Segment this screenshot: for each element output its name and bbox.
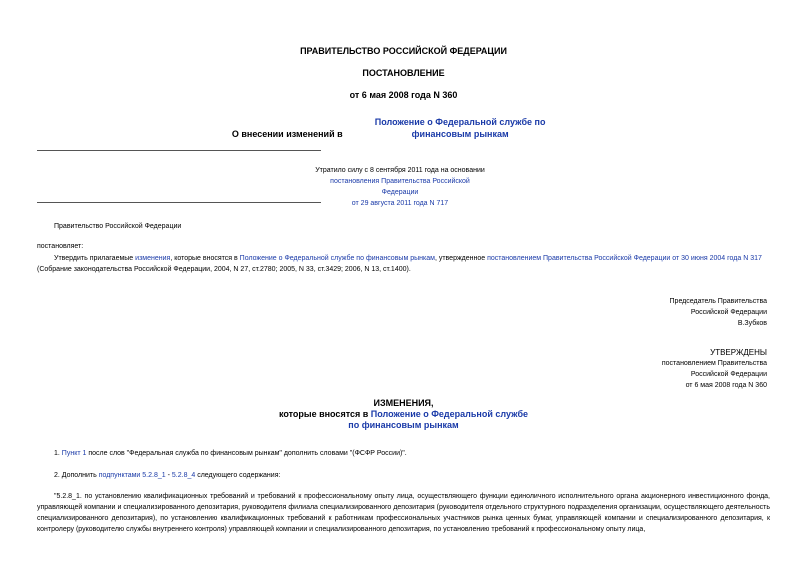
item1-text: после слов "Федеральная служба по финансовым рынкам" дополнить словами "(ФСФР России)". bbox=[86, 450, 407, 457]
doc-type: ПОСТАНОВЛЕНИЕ bbox=[362, 68, 445, 78]
repeal-decree-date-link[interactable]: от 29 августа 2011 года N 717 bbox=[351, 200, 449, 207]
signature-block bbox=[670, 296, 767, 329]
decree-text-a: Утвердить прилагаемые bbox=[54, 255, 136, 262]
decree-paragraph bbox=[37, 253, 770, 275]
change-item-3: "5.2.8_1. по установлению квалификационных требований и требований к профессиональному опыту лица, осуществляющего функции единоличного исполнительного органа акционерного инвестиционного фонда, управляющей компании и специализированного депозитария, руководителя филиала специализированного депозитария (руководителя отдельного структурного подразделения организации, осуществляющего деятельность специализированного депозитария), по установлению квалификационных требований к работникам профессиональных участников рынка ценных бумаг, управляющей компании и специализированного депозитария, к контролеру (руководителю службы внутреннего контроля) управляющей компании и специализированного депозитария, по установлению требований к профессиональному опыту лица, bbox=[37, 493, 770, 533]
regulation-link[interactable]: Положение о Федеральной службе по финансовым рынкам bbox=[374, 117, 546, 139]
decree-text-c: , утвержденное bbox=[434, 255, 488, 262]
separator-bottom bbox=[37, 202, 321, 203]
regulation-body-link[interactable]: Положение о Федеральной службе по финансовым рынкам bbox=[239, 255, 435, 262]
changes-heading bbox=[0, 398, 807, 431]
change-item-1 bbox=[54, 448, 770, 459]
decree-text-b: , которые вносятся в bbox=[170, 255, 240, 262]
doc-title-prefix: О внесении изменений в bbox=[231, 129, 346, 139]
validity-line1: Утратило силу с 8 сентября 2011 года на основании bbox=[315, 167, 485, 174]
change-item-2 bbox=[54, 470, 770, 481]
approved-line2: постановлением Правительства bbox=[661, 360, 767, 367]
doc-date: от 6 мая 2008 года N 360 bbox=[349, 90, 458, 100]
item2-text-a: 2. Дополнить bbox=[54, 472, 99, 479]
signature-line1: Председатель Правительства bbox=[669, 298, 767, 305]
approved-block bbox=[662, 347, 767, 391]
repeal-decree-link[interactable]: постановления Правительства Российской Федерации bbox=[330, 178, 470, 196]
approved-line3: Российской Федерации bbox=[690, 371, 767, 378]
government-label: Правительство Российской Федерации bbox=[54, 223, 182, 230]
changes-subtitle-prefix: которые вносятся в bbox=[278, 409, 371, 419]
changes-subtitle bbox=[0, 409, 807, 420]
clause-1-link[interactable]: Пункт 1 bbox=[61, 450, 87, 457]
approved-line4: от 6 мая 2008 года N 360 bbox=[685, 382, 767, 389]
changes-regulation-link-cont[interactable]: по финансовым рынкам bbox=[348, 420, 459, 430]
item2-dash: - bbox=[165, 472, 172, 479]
changes-regulation-link[interactable]: Положение о Федеральной службе bbox=[370, 409, 529, 419]
item1-number: 1. bbox=[54, 450, 62, 457]
decree-2004-link[interactable]: постановлением Правительства Российской Федерации от 30 июня 2004 года N 317 bbox=[487, 255, 762, 262]
subclause-5284-link[interactable]: 5.2.8_4 bbox=[171, 472, 196, 479]
signature-line2: Российской Федерации bbox=[690, 309, 767, 316]
doc-title bbox=[0, 116, 807, 140]
approved-line1: УТВЕРЖДЕНЫ bbox=[710, 348, 767, 357]
separator-top bbox=[37, 150, 321, 151]
changes-link[interactable]: изменения bbox=[135, 255, 171, 262]
decree-text-d: (Собрание законодательства Российской Федерации, 2004, N 27, ст.2780; 2005, N 33, ст.3429; 2006, N 13, ст.1400). bbox=[37, 266, 411, 273]
item2-text-b: следующего содержания: bbox=[195, 472, 281, 479]
validity-note bbox=[315, 165, 485, 209]
changes-title: ИЗМЕНЕНИЯ, bbox=[373, 398, 434, 408]
decrees-label: постановляет: bbox=[37, 243, 84, 250]
org-name: ПРАВИТЕЛЬСТВО РОССИЙСКОЙ ФЕДЕРАЦИИ bbox=[300, 46, 507, 56]
subclause-5281-link[interactable]: подпунктами 5.2.8_1 bbox=[98, 472, 166, 479]
signature-line3: В.Зубков bbox=[737, 320, 767, 327]
